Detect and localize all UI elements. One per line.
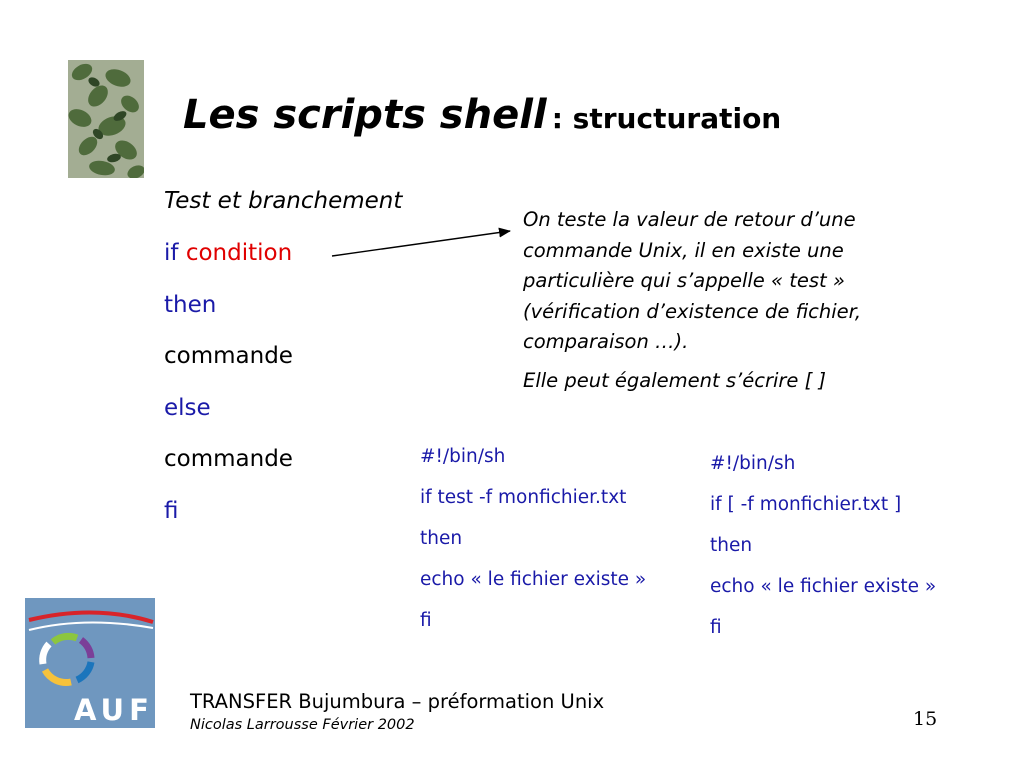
code-line: then [710,535,753,556]
code-line: if test -f monfichier.txt [420,487,627,508]
else-keyword: else [164,395,211,421]
commande-line-2: commande [164,446,293,472]
code-line: #!/bin/sh [420,446,506,467]
note-paragraph-1: On teste la valeur de retour d’une commande Unix, il en existe une particulière qui s’appelle « test » (vérification d’existence de fichier, comparaison …). [523,208,862,353]
code-line: then [420,528,463,549]
code-line: if [ -f monfichier.txt ] [710,494,902,515]
footer-author: Nicolas Larrousse Février 2002 [190,717,415,733]
title-sub: : structuration [551,102,782,135]
note-paragraph-2: Elle peut également s’écrire [ ] [523,368,827,392]
commande-line-1: commande [164,343,293,369]
title-main: Les scripts shell [183,92,547,138]
code-line: echo « le fichier existe » [710,576,937,597]
page-number: 15 [913,708,938,730]
auf-logo-text: AUF [74,693,154,727]
code-line: #!/bin/sh [710,453,796,474]
explanation-note [523,205,943,396]
code-line: fi [710,617,722,638]
code-example-1 [420,436,646,641]
if-keyword: if [164,240,179,266]
then-keyword: then [164,292,217,318]
fi-keyword: fi [164,498,179,524]
condition-keyword: condition [185,240,293,266]
code-example-2 [710,443,936,648]
footer-title: TRANSFER Bujumbura – préformation Unix [190,690,605,713]
section-heading: Test et branchement [164,188,403,214]
code-line: fi [420,610,432,631]
code-line: echo « le fichier existe » [420,569,647,590]
